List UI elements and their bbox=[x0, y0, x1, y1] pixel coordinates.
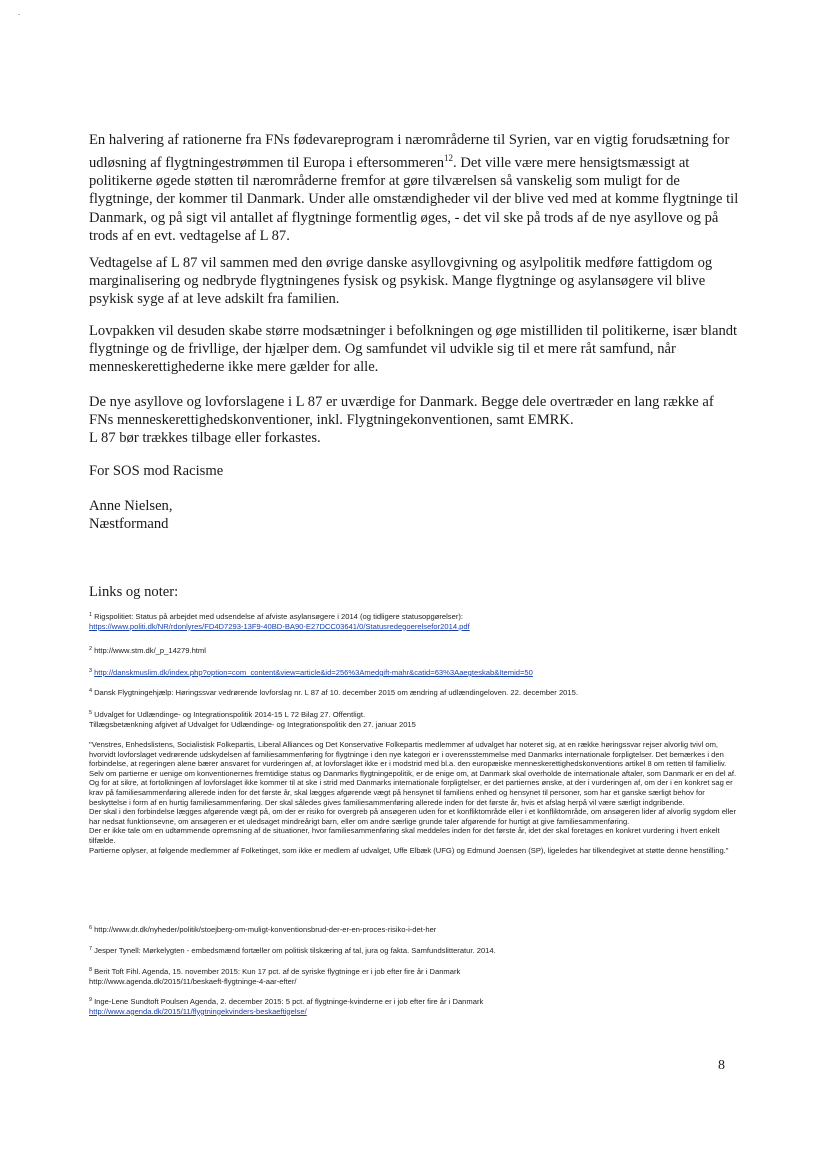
note-text: Berit Toft Fihl. Agenda, 15. november 2015: Kun 17 pct. af de syriske flygtninge er i job efter fire år i Danmark bbox=[94, 967, 461, 976]
note-text: Rigspolitiet: Status på arbejdet med udsendelse af afviste asylansøgere i 2014 (og tidligere statusopgørelser): bbox=[94, 612, 463, 621]
note-link[interactable]: https://www.politi.dk/NR/rdonlyres/FD4D7293-13F9-40BD-BA90-E27DCC03641/0/Statusredegoerelsefor2014.pdf bbox=[89, 621, 470, 631]
quote-paragraph-2: Selv om partierne er uenige om konventionernes fremtidige status og Danmarks flygtningepolitik, er de enige om, at Danmark skal overholde de internationale aftaler, som Danmark er en del af. Og for at sikre, at fortolkningen af lovforslaget ikke kommer til at ske i strid med Danmarks internationale forpligtelser, er det partiernes ønske, at der i vurderingen af, om der i en konkret sag er krav på familiesammenføring allerede inden for det første år, skal lægges afgørende vægt på hensynet til familiens enhed og hensynet til personer, som har et ganske særligt behov for beskyttelse i form af en hurtig familiesammenføring. Der skal således gives familiesammenføring allerede inden for det første år, hvis et afslag herpå vil være særligt indgribende. bbox=[89, 768, 737, 807]
signature-org bbox=[89, 462, 739, 480]
quote-paragraph-5: Partierne oplyser, at følgende medlemmer af Folketinget, som ikke er medlem af udvalget, Uffe Elbæk (UFG) og Edmund Joensen (SP), ligeledes har tilkendegivet at støtte denne henstilling." bbox=[89, 845, 729, 855]
note-1 bbox=[89, 611, 739, 631]
note-text: Jesper Tynell: Mørkelygten - embedsmænd fortæller om politisk tilskæring af tal, jura og fakta. Samfundslitteratur. 2014. bbox=[94, 946, 496, 955]
note-link[interactable]: http://danskmuslim.dk/index.php?option=com_content&view=article&id=256%3Amedgift-mahr&catid=63%3Aaegteskab&Itemid=50 bbox=[94, 668, 533, 677]
note-3 bbox=[89, 667, 739, 678]
note-number: 4 bbox=[89, 688, 93, 694]
paragraph-2-text: Vedtagelse af L 87 vil sammen med den øvrige danske asyllovgivning og asylpolitik medføre fattigdom og marginalisering og nedbryde flygtningenes fysisk og psykisk. Mange flygtninge og asylansøgere vil blive psykisk syge af at leve adskilt fra familien. bbox=[89, 255, 713, 308]
quote-paragraph-1: "Venstres, Enhedslistens, Socialistisk Folkepartis, Liberal Alliances og Det Konservative Folkepartis medlemmer af udvalget har noteret sig, at en række høringssvar rejser alvorlig tvivl om, hvorvidt lovforslaget vedrørende udskydelsen af familiesammenføring for flygtninge i den nye kategori er i overensstemmelse med Danmarks internationale forpligtelser. Det bemærkes i den forbindelse, at regeringen alene bærer ansvaret for vurderingen af, at lovforslaget ikke er i modstrid med bl.a. den europæiske menneskerettighedskonventions artikel 8 om retten til familieliv. bbox=[89, 740, 727, 769]
scan-mark bbox=[18, 14, 20, 15]
quote-paragraph-3: Der skal i den forbindelse lægges afgørende vægt på, om der er risiko for overgreb på ansøgeren uden for et konfliktområde eller i et konfliktområde, om ansøgeren lider af alvorlig sygdom eller har nedsat funktionsevne, om ansøgeren er et uledsaget mindreårigt barn, eller om andre særlige grunde taler afgørende for hurtigt at give familiesammenføring. bbox=[89, 807, 737, 826]
note-text: http://www.stm.dk/_p_14279.html bbox=[94, 646, 206, 655]
footnote-ref-12[interactable]: 12 bbox=[444, 153, 454, 164]
note-number: 3 bbox=[89, 668, 93, 674]
note-text: Inge-Lene Sundtoft Poulsen Agenda, 2. december 2015: 5 pct. af flygtninge-kvinderne er i job efter fire år i Danmark bbox=[94, 997, 484, 1006]
note-number: 7 bbox=[89, 946, 93, 952]
note-number: 6 bbox=[89, 925, 93, 931]
signer-role: Næstformand bbox=[89, 516, 169, 533]
paragraph-3 bbox=[89, 322, 739, 377]
note-number: 9 bbox=[89, 997, 93, 1003]
paragraph-1-text: En halvering af rationerne fra FNs fødevareprogram i nærområderne til Syrien, var en vigtig forudsætning for udløsning af flygtningestrømmen til Europa i eftersommeren bbox=[89, 132, 730, 172]
page-number: 8 bbox=[718, 1058, 725, 1073]
note-number: 5 bbox=[89, 710, 93, 716]
paragraph-2 bbox=[89, 254, 739, 309]
note-7 bbox=[89, 945, 739, 956]
organization-name: For SOS mod Racisme bbox=[89, 463, 224, 479]
note-5-quote bbox=[89, 740, 739, 855]
note-number: 8 bbox=[89, 967, 93, 973]
paragraph-4-conclusion: L 87 bør trækkes tilbage eller forkastes. bbox=[89, 430, 321, 447]
note-text: Udvalget for Udlændinge- og Integrationspolitik 2014-15 L 72 Bilag 27. Offentligt. bbox=[94, 710, 366, 719]
paragraph-3-text: Lovpakken vil desuden skabe større modsætninger i befolkningen og øge mistilliden til politikerne, især blandt flygtninge og de frivllige, der hjælper dem. Og samfundet vil udvikle sig til et mere råt samfund, når menneskerettighederne ikke mere gælder for alle. bbox=[89, 323, 738, 376]
note-6 bbox=[89, 924, 739, 935]
signer-name: Anne Nielsen, bbox=[89, 498, 173, 514]
note-5 bbox=[89, 709, 739, 729]
quote-paragraph-4: Der er ikke tale om en udtømmende opremsning af de situationer, hvor familiesammenføring skal meddeles inden for det første år, idet der skal foretages en konkret vurdering i hvert enkelt tilfælde. bbox=[89, 826, 720, 845]
note-9 bbox=[89, 996, 739, 1016]
note-2 bbox=[89, 645, 739, 656]
note-text: Dansk Flygtningehjælp: Høringssvar vedrørende lovforslag nr. L 87 af 10. december 2015 om ændring af udlændingeloven. 22. december 2015. bbox=[94, 688, 578, 697]
paragraph-4-text: De nye asyllove og lovforslagene i L 87 er uværdige for Danmark. Begge dele overtræder en lang række af FNs menneskerettighedskonventioner, inkl. Flygtningekonventionen, samt EMRK. bbox=[89, 394, 714, 429]
links-heading: Links og noter: bbox=[89, 584, 179, 600]
note-link[interactable]: http://www.agenda.dk/2015/11/flygtningekvinders-beskaeftigelse/ bbox=[89, 1006, 307, 1016]
note-8 bbox=[89, 966, 739, 986]
note-number: 2 bbox=[89, 646, 93, 652]
signature-block bbox=[89, 497, 739, 533]
note-text-line2: Tillægsbetænkning afgivet af Udvalget for Udlændinge- og Integrationspolitik den 27. januar 2015 bbox=[89, 719, 416, 729]
note-text: http://www.dr.dk/nyheder/politik/stoejberg-om-muligt-konventionsbrud-der-er-en-proces-risiko-i-det-her bbox=[94, 925, 437, 934]
paragraph-4 bbox=[89, 393, 739, 448]
paragraph-1-rest: . Det ville være mere hensigtsmæssigt at politikerne øgede støtten til nærområderne fremfor at gøre tilværelsen så vanskelig som muligt for de flygtninge, der kommer til Danmark. Under alle omstændigheder vil der blive ved med at komme flygtninge til Danmark, og på sigt vil antallet af flygtninge formentlig øges, - det vil ske på trods af de nye asyllove og på trods af en evt. vedtagelse af L 87. bbox=[89, 155, 739, 244]
note-number: 1 bbox=[89, 612, 93, 618]
paragraph-1 bbox=[89, 131, 739, 245]
note-4 bbox=[89, 687, 739, 698]
note-text-line2: http://www.agenda.dk/2015/11/beskaeft-flygtninge-4-aar-efter/ bbox=[89, 976, 297, 986]
